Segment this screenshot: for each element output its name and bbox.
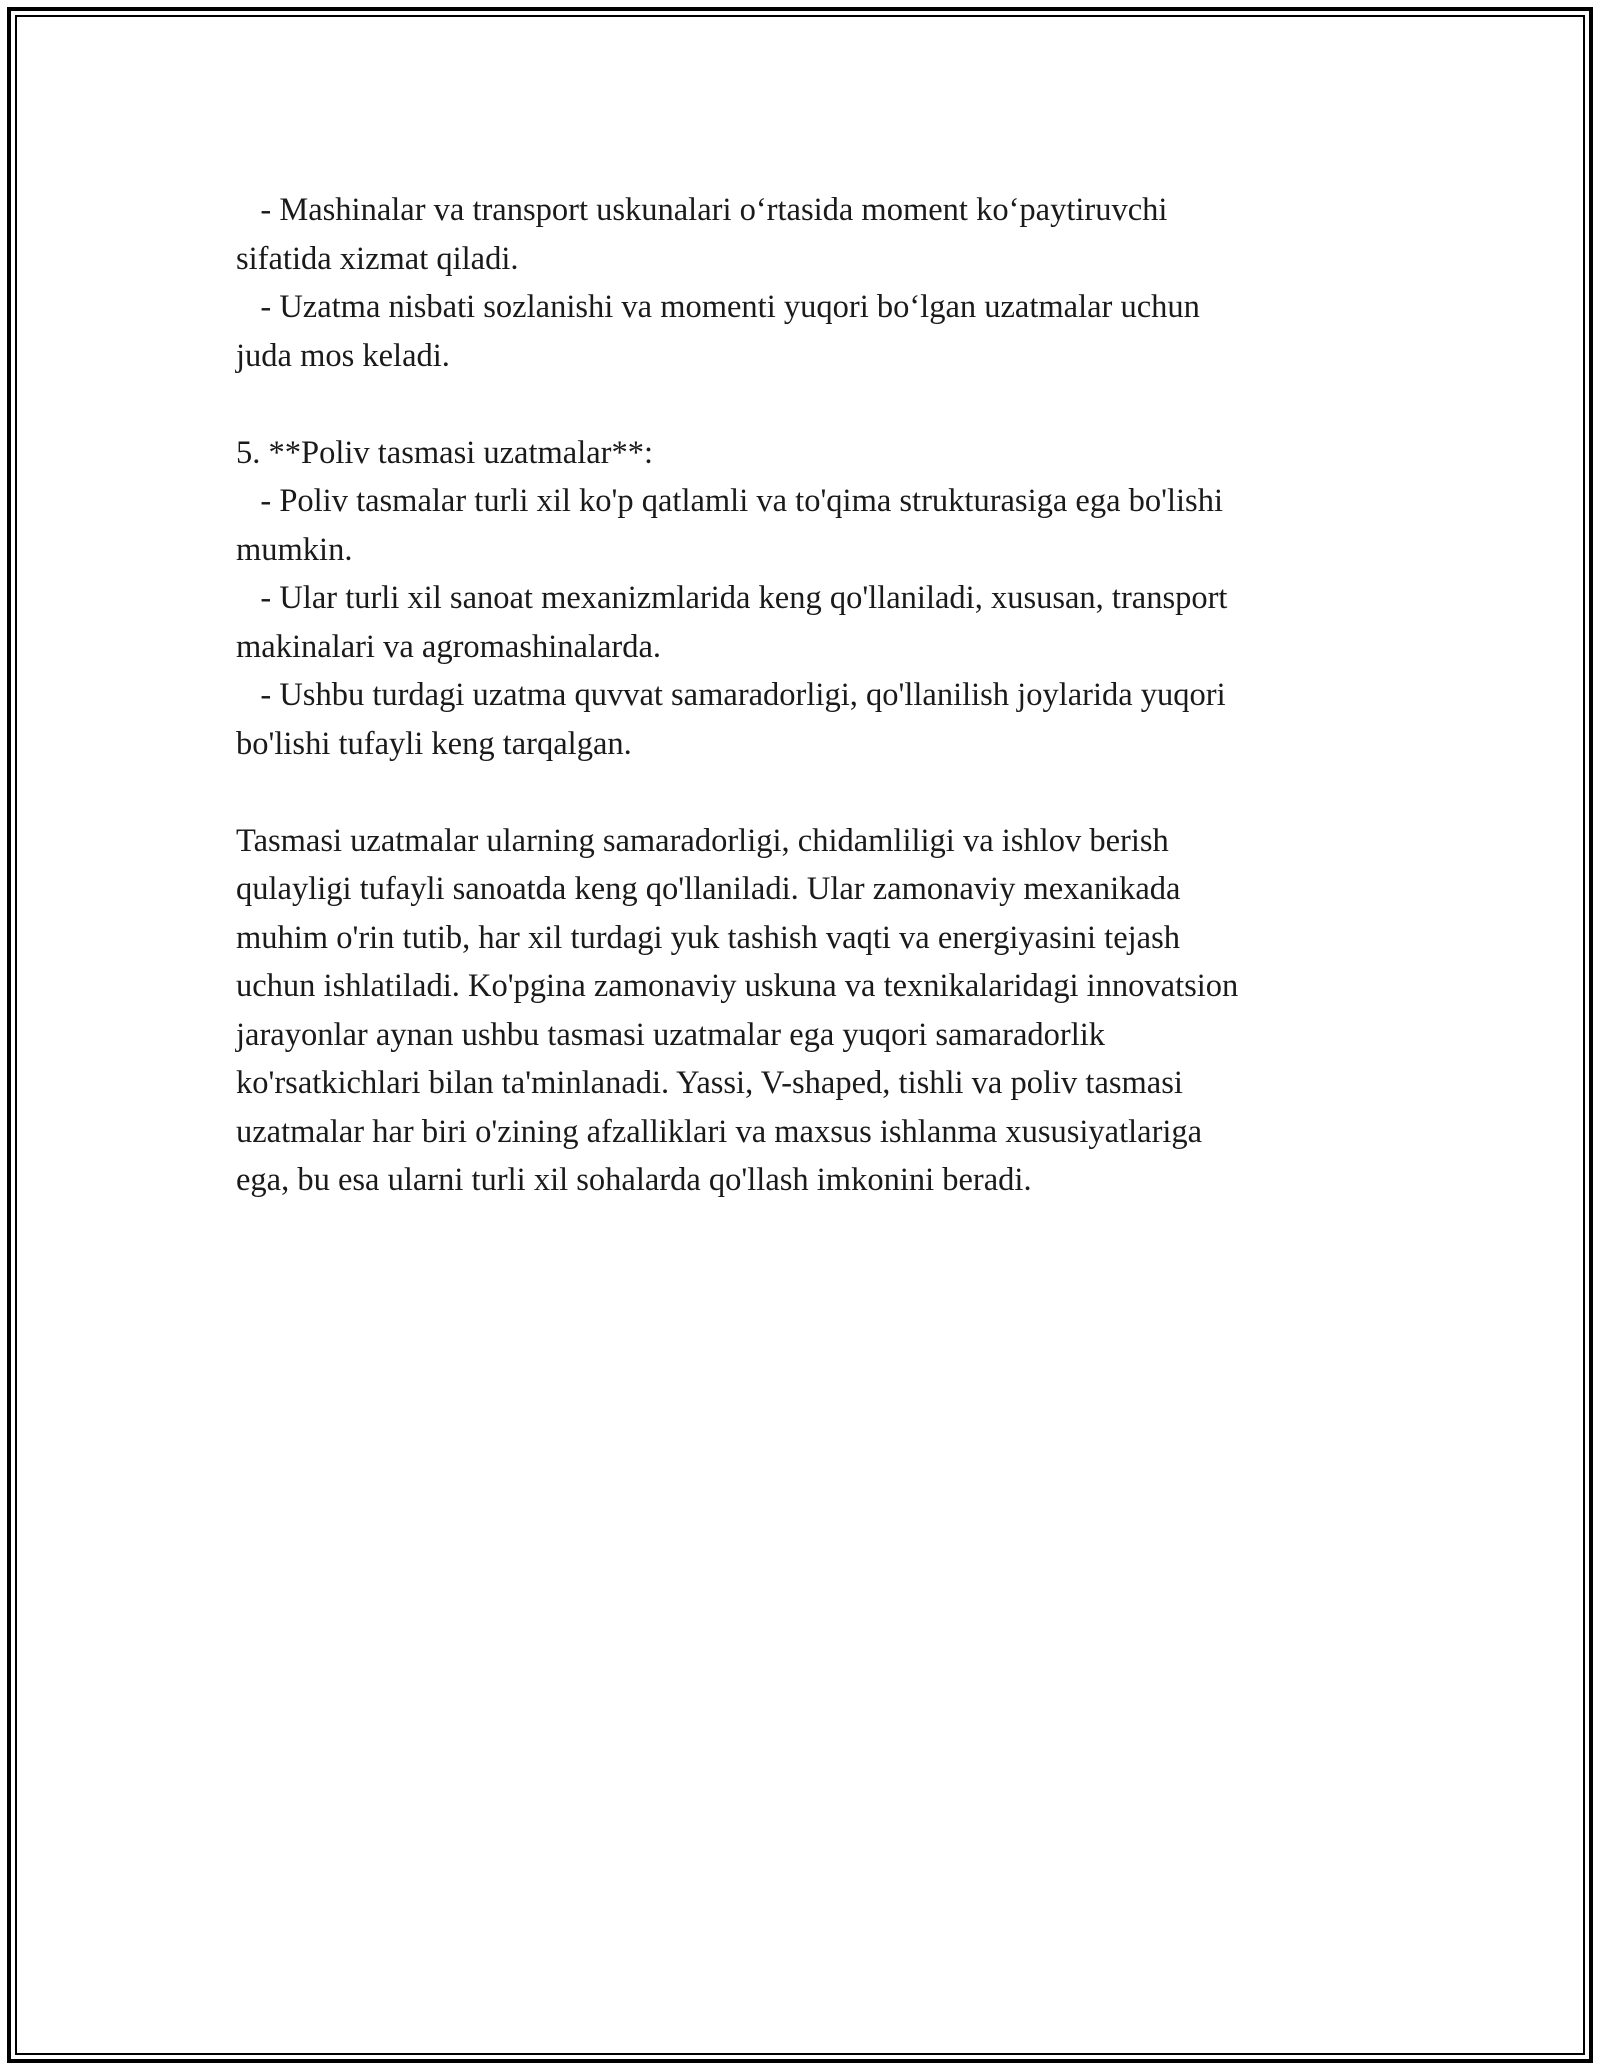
paragraph-line: ega, bu esa ularni turli xil sohalarda qo'llash imkonini beradi. xyxy=(236,1162,1032,1198)
text-line: - Poliv tasmalar turli xil ko'p qatlamli va to'qima strukturasiga ega bo'lishi xyxy=(236,483,1223,519)
text-line: - Ular turli xil sanoat mexanizmlarida keng qo'llaniladi, xususan, transport xyxy=(236,580,1228,616)
paragraph-line: Tasmasi uzatmalar ularning samaradorligi, chidamliligi va ishlov berish xyxy=(236,822,1169,859)
blank-line xyxy=(236,768,1386,817)
text-line: juda mos keladi. xyxy=(236,337,450,374)
text-line: - Mashinalar va transport uskunalari o‘rtasida moment ko‘paytiruvchi xyxy=(236,192,1168,228)
blank-line xyxy=(236,380,1386,429)
paragraph-line: jarayonlar aynan ushbu tasmasi uzatmalar ega yuqori samaradorlik xyxy=(236,1016,1106,1053)
text-line: bo'lishi tufayli keng tarqalgan. xyxy=(236,725,632,762)
text-line: makinalari va agromashinalarda. xyxy=(236,628,662,665)
text-line: - Ushbu turdagi uzatma quvvat samaradorligi, qo'llanilish joylarida yuqori xyxy=(236,677,1226,713)
paragraph-line: muhim o'rin tutib, har xil turdagi yuk tashish vaqti va energiyasini tejash xyxy=(236,919,1180,956)
paragraph-line: uchun ishlatiladi. Ko'pgina zamonaviy uskuna va texnikalaridagi innovatsion xyxy=(236,968,1239,1004)
document-body xyxy=(236,186,1386,1205)
text-line: - Uzatma nisbati sozlanishi va momenti yuqori bo‘lgan uzatmalar uchun xyxy=(236,289,1200,325)
text-line: sifatida xizmat qiladi. xyxy=(236,240,519,277)
text-line: mumkin. xyxy=(236,531,353,568)
paragraph-line: ko'rsatkichlari bilan ta'minlanadi. Yassi, V-shaped, tishli va poliv tasmasi xyxy=(236,1065,1183,1101)
section-heading: 5. **Poliv tasmasi uzatmalar**: xyxy=(236,434,654,471)
paragraph-line: uzatmalar har biri o'zining afzalliklari va maxsus ishlanma xususiyatlariga xyxy=(236,1113,1203,1150)
paragraph-line: qulayligi tufayli sanoatda keng qo'llaniladi. Ular zamonaviy mexanikada xyxy=(236,871,1181,907)
